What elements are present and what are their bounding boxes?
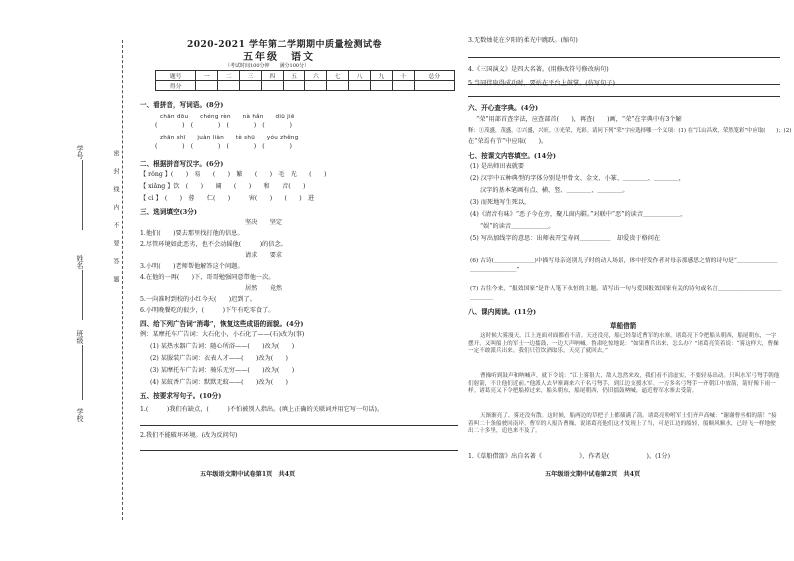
section-2-heading: 二、根据拼音写汉字。(6分) xyxy=(140,160,224,168)
footer-left: 五年级语文期中试卷第1页 共4页 xyxy=(200,471,296,478)
fill-question-2[interactable]: 2.尽管环境如此恶劣，也不会动摇他( )的信念。 xyxy=(140,241,287,248)
score-cell: 四 xyxy=(261,71,283,81)
char-row-2[interactable]: 【 xiǎng 】饮 ( ) 阔 ( ) 和 音( ) xyxy=(140,183,306,190)
passage-paragraph-3: 天渐渐亮了，雾还没有散。这时候，船两边的草把子上都插满了箭。诸葛亮吩咐军士们齐声高喊：“谢谢曹丞相的箭！”接着叫二十条船驶回南岸。曹军的人报告曹操，说诸葛亮他们这才发现上了当，可是江边的船轻，船顺风顺水，已经飞一样地驶出二十多里，追也来不及了。 xyxy=(468,413,777,435)
section-8-heading: 八、课内阅读。(11分) xyxy=(468,308,537,316)
sentence-question-4: 4.《三国演义》是四大名著。(用修改符号修改病句) xyxy=(468,66,609,73)
score-table xyxy=(155,70,455,91)
recall-question-7[interactable]: (7) 古往今来，“报效国家”是许人笔下永恒的主题。请写出一句与爱国报效国家有关的诗句或名言＿＿＿＿＿＿＿＿＿＿＿＿＿＿＿ xyxy=(470,286,782,301)
score-cell: 一 xyxy=(196,71,218,81)
score-cell: 总分 xyxy=(414,71,455,81)
fill-question-6[interactable]: 6.小明晚餐吃的很少，( )下午有吃零食了。 xyxy=(140,307,275,314)
ad-question-2[interactable]: (2) 某服装广告词：衣表人才——( )改为( ) xyxy=(150,355,288,362)
answer-blanks-row-1[interactable]: ( ) ( ) ( ) ( ) xyxy=(155,122,292,129)
passage-title: 草船借箭 xyxy=(610,322,637,330)
sidebar-name-label: 姓名 xyxy=(76,255,84,269)
score-cell: 题号 xyxy=(156,71,196,81)
score-cell: 三 xyxy=(240,71,262,81)
section-4-heading: 四、给下列广告词“消毒”，恢复这些成语的面貌。(4分) xyxy=(140,320,304,328)
dict-question-line-2[interactable]: 释：①茂盛，茂盛。②兴盛，兴旺。③光荣，光彩。请问下列“荣”字应选择哪一个义项：(1) 在“江山昌欢，荣然笼彩”中应取( )；(2) xyxy=(468,128,792,134)
sidebar-school-label: 学校 xyxy=(76,408,84,422)
fill-question-4[interactable]: 4.在他的一再( )下，哥哥勉强同意带他一次。 xyxy=(140,274,275,281)
sidebar-class-label: 班级 xyxy=(76,330,84,344)
ad-question-3[interactable]: (3) 某摩托车广告词：骑乐无穷——( )改为( ) xyxy=(150,367,295,374)
score-cell: 八 xyxy=(349,71,371,81)
section-3-heading: 三、选词填空(3分) xyxy=(140,208,197,216)
pinyin-row-1: chān dōu chéng rèn nà hǎn diū jiē xyxy=(160,114,295,120)
sidebar-number-label: 学号 xyxy=(76,145,84,159)
answer-blanks-row-2[interactable]: ( ) ( ) ( ) ( ) xyxy=(155,143,292,150)
dict-question-line-1[interactable]: “荣”用部首查字法，应查部首( )，再查( )画，“荣”在字典中有3个解 xyxy=(476,116,682,123)
answer-line[interactable] xyxy=(468,96,780,97)
answer-line[interactable] xyxy=(140,425,458,426)
score-cell: 二 xyxy=(218,71,240,81)
word-choice-1: 坚决 坚定 xyxy=(245,219,283,226)
fill-question-1[interactable]: 1.他们( )要去那里找打他的信息。 xyxy=(140,230,244,237)
score-table-header-row xyxy=(156,71,455,81)
recall-question-2[interactable]: (2) 汉字中五种典型的字体分别是甲骨文、金文、小篆、＿＿＿＿、＿＿＿＿， xyxy=(470,175,685,182)
score-table-score-row xyxy=(156,81,455,91)
recall-question-6[interactable]: (6) 古诗(＿＿＿＿＿＿＿)中描写母亲送别儿子时的动人场景，体中抒发作者对母亲那感思之情的诗句是“＿＿＿＿＿＿＿＿＿＿＿＿＿＿＿” xyxy=(470,258,778,273)
section-7-heading: 七、按课文内容填空。(14分) xyxy=(468,152,556,160)
recall-question-1[interactable]: (1) 是出师田表就要 xyxy=(470,163,525,170)
footer-right: 五年级语文期中试卷第2页 共4页 xyxy=(545,471,641,478)
exam-title: 2020-2021 学年第二学期期中质量检测试卷 xyxy=(187,40,382,50)
sentence-question-3: 3.无数烛花在夕阳的柔光中跳跃。(缩句) xyxy=(468,37,578,44)
word-choice-3: 居然 竟然 xyxy=(245,285,283,292)
recall-question-5[interactable]: (5) 写出加线字的意思：出师表开宝寿问＿＿＿＿＿ 却爱贵于格问在 xyxy=(470,235,661,242)
sentence-question-2: 2.我们不能破坏环境。(改为反问句) xyxy=(140,432,238,439)
score-input-cell[interactable] xyxy=(414,81,455,91)
recall-question-4-cont[interactable]: “娱”的读音＿＿＿＿＿＿。 xyxy=(480,223,555,230)
answer-line[interactable] xyxy=(468,57,780,58)
fill-question-5[interactable]: 5.一向准时到校的小红今天( )迟到了。 xyxy=(140,296,256,303)
score-cell: 七 xyxy=(327,71,349,81)
sentence-question-5: 5.当同伴取得成功时，要站在平台上鼓掌。(仿写句子) xyxy=(468,80,615,87)
answer-line[interactable] xyxy=(140,450,458,451)
pinyin-row-2: zhān shī juàn liàn tè shū yóu zhěng xyxy=(160,135,299,141)
score-cell: 六 xyxy=(305,71,327,81)
score-row-label: 得分 xyxy=(156,81,196,91)
score-input-cell[interactable] xyxy=(305,81,327,91)
section-5-heading: 五、按要求写句子。(10分) xyxy=(140,392,222,400)
score-input-cell[interactable] xyxy=(349,81,371,91)
exam-meta: （考试时间100分钟 满分100分） xyxy=(225,63,310,69)
char-row-3[interactable]: 【 cì 】 ( ) 蓉 仁( ) 害( ) ( ) 进 xyxy=(140,195,315,202)
section-1-heading: 一、看拼音，写词语。(8分) xyxy=(140,101,224,109)
sidebar-class-line xyxy=(82,345,84,400)
score-input-cell[interactable] xyxy=(392,81,414,91)
dict-question-line-3[interactable]: 在“荣焉有节”中应取( )。 xyxy=(468,138,548,145)
recall-question-3[interactable]: (3) 而死地写生死以， xyxy=(470,199,531,206)
section-6-heading: 六、开心查字典。(4分) xyxy=(468,104,539,112)
score-input-cell[interactable] xyxy=(370,81,392,91)
fill-question-3[interactable]: 3.小明( )老师帮他解答这个问题。 xyxy=(140,263,244,270)
passage-paragraph-2: 曹操听到鼓声和呐喊声，就下令说：“江上雾很大，敌人忽然来攻，我们看不清虚实，不要轻易出动。只叫水军弓弩手朝他们射箭，不让他们近前。”他派人去旱寨调来六千名弓弩手，到江边支援水军。一万多名弓弩手一齐朝江中放箭，箭好像下雨一样。诸葛亮又下令把船掉过来，船头朝东，船尾朝西，仍旧擂鼓呐喊，逼近曹军水寨去受箭。 xyxy=(468,373,780,395)
reading-question-1[interactable]: 1.《草船借箭》出自名著《 》，作者是( )。(1分) xyxy=(468,453,671,460)
sidebar-number-line xyxy=(82,160,84,230)
word-choice-2: 请求 要求 xyxy=(245,252,283,259)
passage-paragraph-1: 这时候大雾漫天，江上连面对面都看不清。天还没亮，船已经靠近曹军的水寨。诸葛亮下令把船头朝西，船尾朝东，一字摆开，又叫船上的军士一边擂鼓，一边大声呐喊。鲁肃吃惊地说：“如果曹兵出来，怎么办？”诸葛亮笑着说：“雾这样大，曹操一定不敢派兵出来。我们只管饮酒取乐，天亮了就回去。” xyxy=(468,333,779,355)
ad-example: 例：某摩托车广告词：大石化小，小石化了——(石)改为(事) xyxy=(140,331,305,338)
ad-question-4[interactable]: (4) 某蚊香广告词：默默无蚊——( )改为( ) xyxy=(150,379,288,386)
recall-question-4[interactable]: (4)《清音有味》“恶子今在旁，聚儿窗内鞋。”对联中“恶”的读音＿＿＿＿＿＿， xyxy=(470,211,687,218)
score-input-cell[interactable] xyxy=(327,81,349,91)
score-cell: 十 xyxy=(392,71,414,81)
ad-question-1[interactable]: (1) 某热水器广告词：随心所浴——( )改为( ) xyxy=(150,343,295,350)
score-input-cell[interactable] xyxy=(218,81,240,91)
seal-line-text: 密 封 线 内 不 要 答 题 xyxy=(112,150,119,285)
recall-question-2-cont[interactable]: 汉字的基本笔画有点、横、竖、＿＿＿＿、＿＿＿＿。 xyxy=(480,187,629,194)
score-input-cell[interactable] xyxy=(283,81,305,91)
score-input-cell[interactable] xyxy=(261,81,283,91)
sentence-question-1: 1.( )我们有缺点，( )不怕被别人指出。(填上正确的关联词并用它写一句话)。 xyxy=(140,406,384,413)
exam-subject: 五年级 语文 xyxy=(243,52,315,63)
char-row-1[interactable]: 【 rǒng 】( ) 易 ( ) 繁 ( ) 毛 光 ( ) xyxy=(140,171,327,178)
score-input-cell[interactable] xyxy=(196,81,218,91)
score-cell: 九 xyxy=(370,71,392,81)
score-input-cell[interactable] xyxy=(240,81,262,91)
seal-line xyxy=(122,40,123,520)
score-cell: 五 xyxy=(283,71,305,81)
sidebar-name-line xyxy=(82,270,84,320)
